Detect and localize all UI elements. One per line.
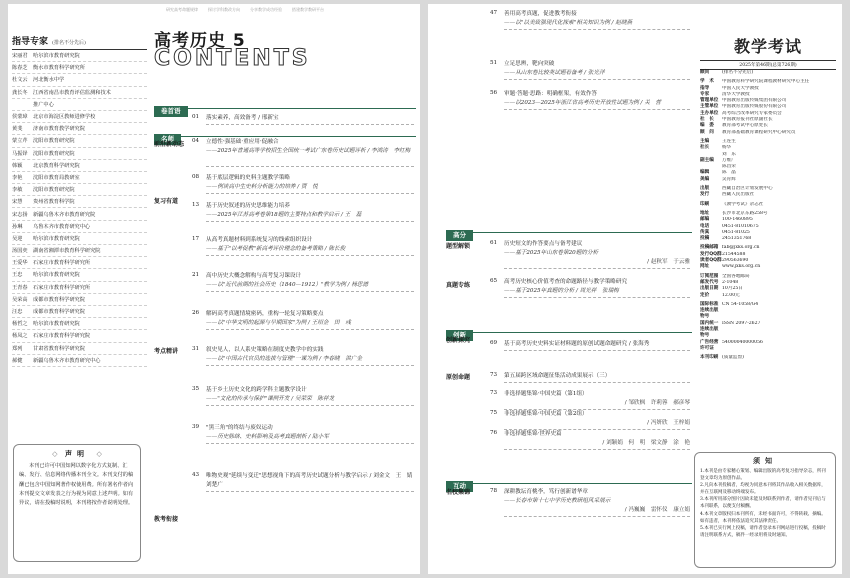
masthead-value: www.jxks.org.cn (722, 264, 761, 270)
masthead-value: 中国教育出版传媒股份有限公司 (722, 104, 787, 110)
expert-row (12, 99, 147, 111)
expert-row (12, 184, 147, 196)
notice-item: 4.本刊文章版权归本刊所有，未经书面许可，不得转载、摘编。如有违者，本刊将依法追究其法律责任。 (700, 511, 826, 524)
masthead-row (700, 264, 836, 270)
expert-row (12, 257, 147, 269)
expert-unit: 成都市教育科学研究院 (33, 296, 85, 303)
strip-item: 分享教学成功经验 (250, 7, 282, 12)
expert-row (12, 123, 147, 135)
expert-row (12, 221, 147, 233)
entry-divider (206, 255, 414, 256)
page-number: 75 (490, 410, 498, 416)
notice-title: 须知 (753, 457, 777, 465)
page-number: 13 (192, 202, 200, 208)
entry-title: 基于乡土历史文化的跨学科主题教学设计 (206, 387, 307, 393)
expert-unit: 沈阳市教育研究院 (33, 138, 75, 145)
masthead-row (700, 130, 836, 136)
entry-subtitle: ——2025年江苏高考卷第18题的主要特点和教学启示 / 王 磊 (206, 212, 362, 218)
entry-divider (504, 449, 690, 450)
section-label: 名师 (154, 134, 181, 145)
category-zhenti: 真题专练 (446, 282, 471, 289)
masthead-key: 地址 (700, 210, 710, 216)
masthead-key: 国内统一连续出版物号 (700, 320, 719, 339)
entry-title: 基于高考历史史料实证材料题的原创试题命题研究 / 张海秀 (504, 341, 650, 347)
section-label: 互动 (446, 481, 473, 492)
left-page (8, 4, 420, 574)
expert-name: 王爱华 (12, 260, 28, 267)
entry-subtitle: ——以2023—2025年浙江省高考历史开放性试题为例 / 关 营 (504, 100, 661, 106)
entry-divider (206, 329, 414, 330)
masthead-row (700, 355, 836, 361)
expert-unit: 石家庄市教育科学研究所 (33, 284, 91, 291)
page-number: 65 (490, 278, 498, 284)
page-number: 56 (490, 90, 498, 96)
expert-name: 杜文云 (12, 77, 28, 84)
entry-divider (206, 443, 414, 444)
masthead-row (700, 293, 836, 299)
entry-title: 叙史见人，以人系史策略在制度史教学中的实践 (206, 347, 324, 353)
masthead-value: 0451-81010675 (722, 223, 759, 229)
entry-divider (206, 221, 414, 222)
entry-author: / 赵秋军 于云雅 (647, 259, 690, 265)
expert-row (12, 330, 147, 342)
masthead-info (700, 70, 836, 361)
expert-row (12, 172, 147, 184)
masthead-key: 社长 (700, 145, 710, 151)
top-strip (166, 7, 324, 13)
masthead-value: 刘 乐 (722, 151, 736, 157)
entry-subtitle: ——基于"以考促教"新高考评价理念的备考策略 / 陈长俊 (206, 246, 346, 252)
expert-row (12, 269, 147, 281)
masthead-key: 传真 (700, 229, 710, 235)
page-number: 26 (192, 310, 200, 316)
page-number: 21 (192, 272, 200, 278)
page-number: 35 (192, 386, 200, 392)
expert-name: 宋慧 (12, 199, 23, 206)
entry-subtitle: ——从山东卷比较类试题看备考 / 张光洋 (504, 70, 605, 76)
masthead-value: 吴育辉 (722, 176, 736, 182)
masthead-key: 定价 (700, 292, 710, 298)
expert-name: 杨哲之 (12, 321, 28, 328)
notice-list (700, 468, 830, 539)
page-number: 04 (192, 138, 200, 144)
masthead-key: 顾 问 (700, 129, 714, 135)
masthead-value: 陈 晶 (722, 170, 736, 176)
category-mingxiao: 名校集锦 (446, 489, 471, 496)
expert-name: 汪忠 (12, 309, 23, 316)
expert-unit: 哈尔滨市教育研究院 (33, 321, 80, 328)
expert-name: 王忠 (12, 272, 23, 279)
page-number: 61 (490, 240, 498, 246)
expert-unit: 沈阳市教育研究院 (33, 187, 75, 194)
expert-unit: 衡水市教育科学研究所 (33, 65, 85, 72)
expert-unit: 哈尔滨市教育研究院 (33, 235, 80, 242)
entry-divider (206, 166, 414, 167)
entry-subtitle: ——基于2025年山东卷第20题的分析 (504, 250, 599, 256)
expert-name: 吴荣高 (12, 296, 28, 303)
masthead-issue: 2025年第46期(总第726期) (700, 60, 836, 70)
expert-row (12, 148, 147, 160)
masthead (700, 34, 836, 361)
title-ornament: ◇ (96, 450, 102, 458)
expert-name: 王青春 (12, 284, 28, 291)
entry-divider (206, 491, 414, 492)
masthead-value: 《教学考试》杂志社 (722, 201, 764, 207)
masthead-key: 社 长 (700, 117, 714, 123)
page-number: 76 (490, 430, 498, 436)
masthead-row (700, 177, 836, 183)
entry-title: 善用高考真题，促进教考衔接 (504, 11, 577, 17)
masthead-value: 陈昌荣 (722, 164, 736, 170)
expert-name: 韩颖 (12, 162, 23, 169)
entry-divider (504, 297, 690, 298)
expert-row (12, 282, 147, 294)
expert-row (12, 208, 147, 220)
category-fuxi: 复习有道 (154, 198, 179, 205)
expert-name: 汤国奕 (12, 248, 28, 255)
masthead-key: 发行QQ群 (700, 251, 722, 257)
expert-unit: 湖南省湘潭市教育科学研究院 (33, 248, 101, 255)
section-bar-hudong (446, 473, 692, 490)
masthead-key: 网址 (700, 264, 710, 270)
entry-subtitle: ——长春市第十七中学历史教研组风采展示 (504, 498, 611, 504)
masthead-value: fab@jxks.org.cn (722, 245, 760, 251)
notice-item: 5.本刊已实行网上投稿，请作者登录本刊网站进行投稿，投稿时请注明联系方式，稿件一经录用将及时通知。 (700, 525, 826, 538)
category-jiaokao: 教考衔接 (154, 516, 179, 523)
page-number: 47 (490, 10, 498, 16)
expert-unit: 北京教育科学研究院 (33, 162, 80, 169)
expert-row (12, 50, 147, 62)
masthead-value: 西藏人民出版社 (722, 192, 755, 198)
section-label: 创新 (446, 330, 473, 341)
expert-name: 侯蒙璋 (12, 114, 28, 121)
expert-row (12, 111, 147, 123)
expert-name: 龚长冬 (12, 89, 28, 96)
masthead-value: 全国各地邮局 (722, 273, 750, 279)
entry-author: / 刘颖娟 何 明 梁文静 涂 艳 (602, 440, 690, 446)
entry-subtitle: ——"文化的传承与保护"课例开发 / 吴荣荣 陈祥龙 (206, 396, 335, 402)
expert-list (12, 50, 147, 367)
masthead-value: CN 54-1058/G4 (722, 301, 759, 307)
page-number: 43 (192, 472, 200, 478)
masthead-key: 学 术 (700, 79, 714, 85)
section-label: 卷首语 (154, 106, 188, 117)
masthead-value: 长沙市北京东路258号 (722, 210, 768, 216)
masthead-value: 杨华 (722, 145, 732, 151)
masthead-value: 教育部基础教育课程研究中心研究员 (722, 129, 796, 135)
entry-title: 立德性·强基础·重应用·促融合 (206, 139, 279, 145)
page-number: 01 (192, 114, 200, 120)
masthead-row (700, 202, 836, 208)
statement-text: 本刊已许可中国知网以数字化方式复制、汇编、发行、信息网络传播本刊全文。本刊支付的稿酬已包含中国知网著作权使用费。所有署名作者向本刊提交文章发表之行为视为同意上述声明。如有异议，请在投稿时说明，本刊将按作者说明处理。 (19, 463, 134, 507)
expert-unit: 贵州省教育科学院 (33, 199, 75, 206)
masthead-key: 管理单位 (700, 98, 719, 104)
entry-divider (206, 365, 414, 366)
expert-unit: 新疆乌鲁木齐市教育研究中心 (33, 357, 101, 364)
masthead-key: 读者QQ群 (700, 258, 722, 264)
masthead-key: 国际标准连续出版物号 (700, 301, 719, 320)
expert-row (12, 294, 147, 306)
masthead-value: 2-1048 (722, 279, 739, 285)
entry-divider (504, 382, 690, 383)
masthead-row (700, 192, 836, 198)
masthead-value: 高考综合改革研究专家委员会 (722, 110, 782, 116)
category-yuanchuang: 原创命题 (446, 374, 471, 381)
category-chuangxin-tan: 创新探究 (446, 337, 471, 344)
expert-row (12, 160, 147, 172)
notice-item: 2.凡向本刊投稿者，均视为同意本刊将其作品收入相关数据库，并在互联网及移动终端发布。 (700, 483, 826, 496)
expert-unit: 沈阳市教育局教研室 (33, 174, 80, 181)
expert-unit: 甘肃省教育科学研究院 (33, 345, 85, 352)
masthead-key: 编辑 (700, 170, 710, 176)
masthead-key: 编 委 (700, 123, 714, 129)
expert-unit: 石家庄市教育科学研究院 (33, 333, 91, 340)
masthead-value: 教育部考试中心原处长 (722, 123, 768, 129)
expert-panel-header (12, 34, 147, 50)
masthead-key: 主编 (700, 138, 710, 144)
expert-name: 李敏 (12, 187, 23, 194)
expert-unit: 沈阳市教育研究院 (33, 150, 75, 157)
entry-title: 深耕教坛育桃李，笃行创新谱华章 (504, 489, 588, 495)
expert-name: 马振铎 (12, 150, 28, 157)
entry-divider (504, 350, 690, 351)
expert-unit: 江西省南昌市教育评估监测和技术 (33, 89, 111, 96)
category-kaodian: 考点精讲 (154, 348, 179, 355)
contents-left (154, 26, 418, 523)
notice-item: 3.本刊所用部分图片因故未能及时联系到作者，请作者见刊后与本刊联系，以便支付稿酬。 (700, 497, 826, 510)
page-number: 73 (490, 390, 498, 396)
expert-row (12, 196, 147, 208)
masthead-value: 清华大学教授 (722, 91, 750, 97)
masthead-key: 投稿 (700, 236, 710, 242)
masthead-value: 54000040000056 (722, 339, 763, 345)
masthead-value: 万维广 (722, 157, 736, 163)
contents-wordmark: CONTENTS (154, 46, 311, 71)
statement-box (13, 444, 141, 562)
expert-panel-note: (排名不分先后) (52, 40, 86, 46)
masthead-value: 中国人民大学教授 (722, 85, 759, 91)
masthead-key: 邮编 (700, 217, 710, 223)
entry-divider (206, 405, 414, 406)
strip-item: 探讨学科教改方向 (208, 7, 240, 12)
masthead-value: 中国教育出版传媒集团有限公司 (722, 98, 787, 104)
expert-unit: 哈尔滨市教育研究院 (33, 53, 80, 60)
category-tixing: 题型解锁 (446, 243, 471, 250)
expert-name: 郑列 (12, 345, 23, 352)
expert-name: 吴迎 (12, 235, 23, 242)
entry-author: / 邹欣枫 许莉蓉 郝彦琴 (624, 400, 690, 406)
masthead-value: ISSN 2097-2627 (722, 320, 761, 326)
page-number: 51 (490, 60, 498, 66)
entry-title: "黑三角"的终结与废奴运动 (206, 425, 273, 431)
entry-title: 非选择题集锦·中国史篇（第2组） (504, 411, 588, 417)
expert-row (12, 306, 147, 318)
masthead-value: 10月25日 (722, 286, 743, 292)
masthead-key: 订阅范围 (700, 273, 719, 279)
masthead-value: 290563690 (722, 258, 749, 264)
entry-title: 审题·答题·思路：明确框架，有效作答 (504, 91, 598, 97)
masthead-key: 本刊印刷 (700, 355, 719, 361)
expert-unit: 哈尔滨市教育研究院 (33, 272, 80, 279)
masthead-key: 专家 (700, 91, 710, 97)
entry-title: 解码高考真题情境密码，重构一轮复习策略要点 (206, 311, 324, 317)
masthead-value: (质量监督) (722, 355, 744, 361)
masthead-key: 副主编 (700, 157, 714, 163)
category-qianyan: 前沿新动态 (154, 141, 185, 148)
entry-title: 从高考真题材料到系统复习的线索组织设计 (206, 237, 313, 243)
entry-divider (206, 124, 414, 125)
entry-subtitle: ——基于2025年真题的分析 / 周光祥 张瑞梅 (504, 288, 619, 294)
entry-subtitle: ——以"以美致强现代化探索"相关知识为例 / 赵晓燕 (504, 20, 633, 26)
strip-item: 搭建教学教研平台 (292, 7, 324, 12)
expert-row (12, 62, 147, 74)
title-ornament: ◇ (52, 450, 58, 458)
expert-row (12, 343, 147, 355)
page-number: 39 (192, 424, 200, 430)
expert-unit: 推广中心 (33, 101, 54, 108)
masthead-value: 21544588 (722, 251, 746, 257)
page-number: 17 (192, 236, 200, 242)
masthead-value: 中国教育报刊社原副社长 (722, 117, 773, 123)
expert-unit: 河北衡水中学 (33, 77, 65, 84)
masthead-key: 广告经营许可证 (700, 339, 719, 351)
section-bar-gaofen (446, 222, 692, 239)
entry-title: 基于底层逻辑的史料主题教学策略 (206, 175, 290, 181)
masthead-key: 出版日期 (700, 286, 719, 292)
expert-panel-title: 指导专家 (12, 37, 49, 47)
masthead-value: 西藏自治区计划发展中心 (722, 186, 773, 192)
page-number: 78 (490, 488, 498, 494)
section-label: 高分 (446, 230, 473, 241)
entry-author: / 冯巍巍 雷怀仪 康立娟 (624, 507, 690, 513)
page-number: 31 (192, 346, 200, 352)
masthead-value: 12.00元 (722, 292, 740, 298)
expert-name: 李艳 (12, 174, 23, 181)
entry-subtitle: ——以"中国古代官员的选拔与管理"一课为例 / 李春晓 洪广金 (206, 356, 363, 362)
page-number: 08 (192, 174, 200, 180)
entry-divider (504, 29, 690, 30)
masthead-row (700, 321, 836, 340)
expert-unit: 乌鲁木齐市教育研究中心 (33, 223, 91, 230)
section-bar-juanshouyu (154, 98, 416, 115)
entry-divider (504, 79, 690, 80)
entry-divider (504, 109, 690, 110)
masthead-key: 主办单位 (700, 110, 719, 116)
expert-name: 陈春芝 (12, 65, 28, 72)
page-number: 73 (490, 372, 498, 378)
entry-title: 非选择题集锦·世界史篇 (504, 431, 562, 437)
entry-subtitle: ——2025年普通高等学校招生全国统一考试广东卷历史试题评析 / 李鸿涛 李红梅 (206, 148, 411, 154)
expert-name: 杨凤之 (12, 333, 28, 340)
masthead-value: 0451-81025 (722, 229, 750, 235)
statement-title-text: 声明 (65, 450, 89, 458)
masthead-value: 中国教育科学研究院课程教材研究中心主任 (722, 79, 810, 85)
strip-item: 研究高考命题规律 (166, 7, 198, 12)
entry-title: 立足思辨，靶向突破 (504, 61, 555, 67)
entry-divider (504, 516, 690, 517)
expert-row (12, 87, 147, 99)
entry-divider (504, 268, 690, 269)
masthead-title: 教学考试 (733, 37, 802, 56)
entry-subtitle: ——以"中华文明的起源与早期国家"为例 / 王绍金 田 彧 (206, 320, 351, 326)
entry-divider (206, 291, 414, 292)
expert-row (12, 355, 147, 367)
entry-subtitle: ——历史脉络、史料影响及高考真题剖析 / 陆小军 (206, 434, 329, 440)
expert-name: 孙琳 (12, 223, 23, 230)
masthead-key: 出版 (700, 186, 710, 192)
entry-title: 第五届跨区域命题征集活动成果展示（三） (504, 373, 611, 379)
entry-subtitle: ——例谈高中生史料分析能力的培养 / 贾 悦 (206, 184, 318, 190)
masthead-key: 顾问 (700, 70, 710, 75)
entry-title: 非选择题集锦·中国史篇（第1组） (504, 391, 588, 397)
entry-author: / 冯妍欣 王梓娟 (647, 420, 690, 426)
expert-row (12, 245, 147, 257)
masthead-row (700, 236, 836, 242)
expert-row (12, 135, 147, 147)
expert-name: 宋志扬 (12, 211, 28, 218)
notice-item: 1.本刊是由专家精心策划、编辑出版的高考复习指导杂志，所刊登文章均为原创作品。 (700, 469, 826, 482)
expert-panel (12, 34, 147, 367)
entry-title: 高中历史大概念解构与高考复习课设计 (206, 273, 302, 279)
masthead-row (700, 302, 836, 321)
expert-unit: 石家庄市教育科学研究所 (33, 260, 91, 267)
entry-title: 历史短文的作答要点与备考建议 (504, 241, 583, 247)
masthead-row (700, 340, 836, 353)
expert-row (12, 233, 147, 245)
notice-box (694, 452, 836, 568)
masthead-key: 印刷 (700, 201, 710, 207)
masthead-value: 王连生 (722, 138, 736, 144)
expert-unit: 成都市教育科学研究院 (33, 309, 85, 316)
masthead-key: 发行 (700, 192, 710, 198)
expert-name: 郝健 (12, 357, 23, 364)
masthead-key: 电话 (700, 223, 710, 229)
entry-divider (206, 193, 414, 194)
expert-name: 蒙立芹 (12, 138, 28, 145)
statement-title (19, 449, 135, 459)
expert-row (12, 74, 147, 86)
entry-title: 唯物史观"延续与变迁"思想视角下的高考历史试题分析与教学启示 / 刘金文 王 婧 刘楚广 (206, 473, 418, 488)
masthead-value: 2451351768 (722, 236, 752, 242)
expert-unit: 北京市海淀区教师进修学校 (33, 114, 96, 121)
masthead-value: 100-1460895 (722, 217, 753, 223)
masthead-key: 主管单位 (700, 104, 719, 110)
page-number: 69 (490, 340, 498, 346)
masthead-key: 邮发代号 (700, 279, 719, 285)
entry-subtitle: ——以"近代前期的社会历史（1840—1912）"教学为例 / 杨思德 (206, 282, 369, 288)
expert-name: 宋丽君 (12, 53, 28, 60)
masthead-row (700, 70, 836, 76)
section-bar-chuangxin (446, 322, 692, 339)
entry-title: 基于历史叙述的历史思维能力培养 (206, 203, 290, 209)
entry-title: 落实素养，高效备考 / 邢新宝 (206, 115, 279, 121)
masthead-key: 投稿邮箱 (700, 245, 719, 251)
masthead-key: 美编 (700, 176, 710, 182)
masthead-key: 指导 (700, 85, 710, 91)
expert-unit: 新疆乌鲁木齐市教育研究院 (33, 211, 96, 218)
issue-title: 高考历史 5 (154, 31, 246, 51)
entry-title: 高考历史核心价值考查的命题路径与教学策略研究 (504, 279, 628, 285)
expert-name: 黄斐 (12, 126, 23, 133)
right-page (428, 4, 842, 574)
masthead-value: (排名不分先后) (722, 70, 754, 75)
expert-unit: 济南市教育教学研究院 (33, 126, 85, 133)
expert-row (12, 318, 147, 330)
